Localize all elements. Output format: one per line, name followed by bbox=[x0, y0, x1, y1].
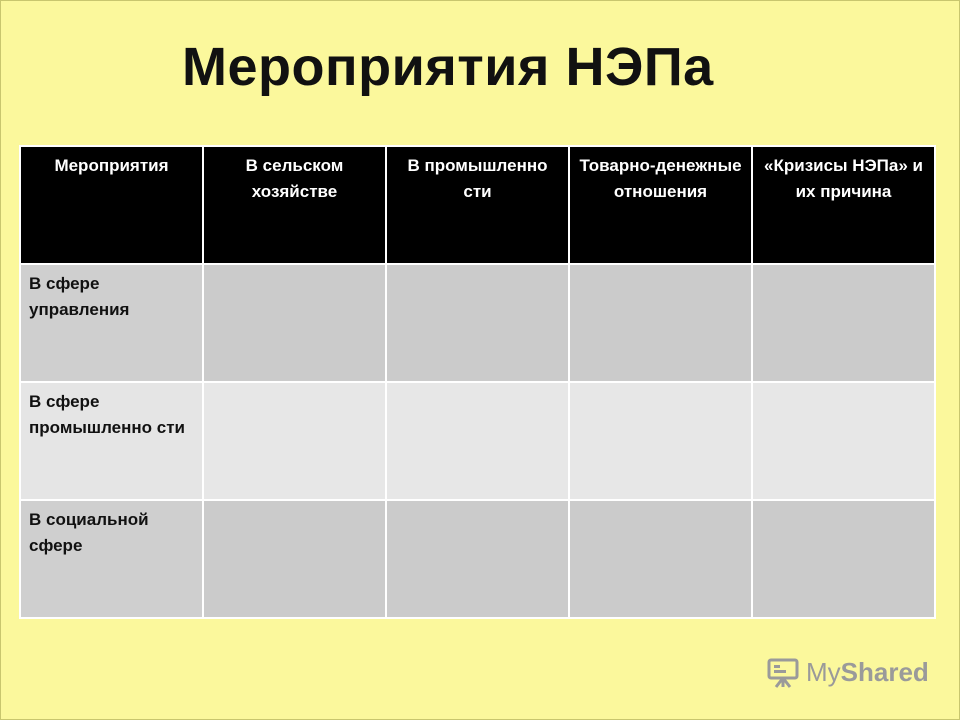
table-cell[interactable] bbox=[386, 500, 569, 618]
slide-title: Мероприятия НЭПа bbox=[182, 37, 714, 97]
header-cell-measures: Мероприятия bbox=[20, 146, 203, 264]
table-cell[interactable] bbox=[203, 264, 386, 382]
watermark-my: My bbox=[806, 656, 841, 687]
table-cell[interactable] bbox=[752, 264, 935, 382]
table-cell[interactable] bbox=[752, 382, 935, 500]
presentation-board-icon bbox=[766, 655, 800, 689]
table-cell[interactable] bbox=[569, 264, 752, 382]
header-cell-agriculture: В сельском хозяйстве bbox=[203, 146, 386, 264]
watermark-shared: Shared bbox=[840, 656, 929, 687]
table-cell[interactable] bbox=[386, 264, 569, 382]
watermark-text bbox=[806, 657, 929, 688]
row-label-social: В социальной сфере bbox=[20, 500, 203, 618]
myshared-watermark bbox=[766, 655, 929, 689]
table-row bbox=[20, 382, 935, 500]
table-cell[interactable] bbox=[203, 382, 386, 500]
table-row bbox=[20, 500, 935, 618]
table-cell[interactable] bbox=[386, 382, 569, 500]
header-cell-crises: «Кризисы НЭПа» и их причина bbox=[752, 146, 935, 264]
row-label-management: В сфере управления bbox=[20, 264, 203, 382]
table-row bbox=[20, 264, 935, 382]
header-cell-industry: В промышленно сти bbox=[386, 146, 569, 264]
table-cell[interactable] bbox=[203, 500, 386, 618]
row-label-industry: В сфере промышленно сти bbox=[20, 382, 203, 500]
table-header-row bbox=[20, 146, 935, 264]
table-cell[interactable] bbox=[569, 500, 752, 618]
nep-table bbox=[19, 145, 936, 619]
table-cell[interactable] bbox=[569, 382, 752, 500]
header-cell-commodity-money: Товарно-денежные отношения bbox=[569, 146, 752, 264]
table-cell[interactable] bbox=[752, 500, 935, 618]
